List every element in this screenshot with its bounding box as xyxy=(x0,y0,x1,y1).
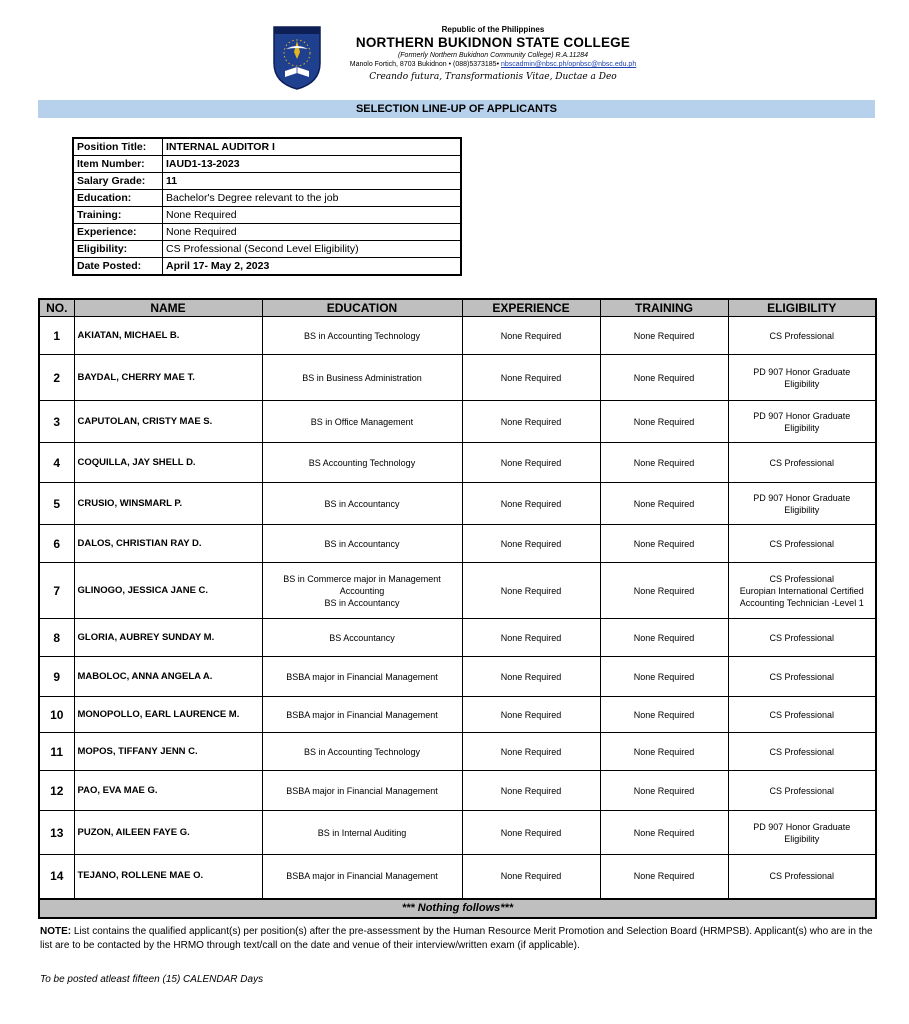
column-header: NO. xyxy=(39,299,74,317)
cell-line: BS in Accountancy xyxy=(324,597,400,608)
training-cell: None Required xyxy=(600,811,728,855)
position-info-table xyxy=(72,137,462,276)
eligibility-cell xyxy=(728,525,876,563)
eligibility-cell xyxy=(728,811,876,855)
info-label: Position Title: xyxy=(73,138,163,156)
cell-line: BS Accountancy xyxy=(329,632,395,643)
education-cell xyxy=(262,697,462,733)
experience-cell: None Required xyxy=(462,317,600,355)
cell-line: CS Professional xyxy=(769,330,835,341)
college-seal-logo xyxy=(272,25,322,91)
row-number: 7 xyxy=(39,563,74,619)
table-row xyxy=(39,657,876,697)
cell-line: BSBA major in Financial Management xyxy=(286,871,438,882)
cell-line: Accounting xyxy=(339,585,385,596)
cell-line: Eligibility xyxy=(784,833,820,844)
cell-line: CS Professional xyxy=(769,457,835,468)
row-number: 14 xyxy=(39,855,74,899)
cell-line: Eligibility xyxy=(784,504,820,515)
info-value: 11 xyxy=(163,173,462,190)
info-row xyxy=(73,224,461,241)
info-value: April 17- May 2, 2023 xyxy=(163,258,462,276)
info-value: IAUD1-13-2023 xyxy=(163,156,462,173)
education-cell xyxy=(262,443,462,483)
note-label: NOTE: xyxy=(40,926,72,937)
cell-line: BSBA major in Financial Management xyxy=(286,671,438,682)
eligibility-cell xyxy=(728,771,876,811)
nothing-follows: *** Nothing follows*** xyxy=(39,899,876,918)
cell-line: BSBA major in Financial Management xyxy=(286,709,438,720)
applicant-name: MONOPOLLO, EARL LAURENCE M. xyxy=(74,697,262,733)
row-number: 1 xyxy=(39,317,74,355)
info-row xyxy=(73,156,461,173)
training-cell: None Required xyxy=(600,443,728,483)
column-header: EXPERIENCE xyxy=(462,299,600,317)
experience-cell: None Required xyxy=(462,563,600,619)
cell-line: BSBA major in Financial Management xyxy=(286,785,438,796)
info-row xyxy=(73,138,461,156)
table-row xyxy=(39,483,876,525)
cell-line: BS Accounting Technology xyxy=(308,457,416,468)
eligibility-cell xyxy=(728,855,876,899)
experience-cell: None Required xyxy=(462,619,600,657)
training-cell: None Required xyxy=(600,771,728,811)
eligibility-cell xyxy=(728,355,876,401)
training-cell: None Required xyxy=(600,733,728,771)
table-row xyxy=(39,317,876,355)
college-motto: Creando futura, Transformationis Vitae, Ductae a Deo xyxy=(369,72,617,82)
row-number: 4 xyxy=(39,443,74,483)
cell-line: BS in Business Administration xyxy=(302,372,422,383)
experience-cell: None Required xyxy=(462,855,600,899)
training-cell: None Required xyxy=(600,697,728,733)
info-row xyxy=(73,190,461,207)
info-row xyxy=(73,241,461,258)
eligibility-cell xyxy=(728,563,876,619)
table-header-row xyxy=(39,299,876,317)
cell-line: PD 907 Honor Graduate xyxy=(753,410,851,421)
cell-line: BS in Accounting Technology xyxy=(304,330,420,341)
cell-line: Europian International Certified xyxy=(739,585,864,596)
education-cell xyxy=(262,563,462,619)
cell-line: PD 907 Honor Graduate xyxy=(753,821,851,832)
column-header: TRAINING xyxy=(600,299,728,317)
education-cell xyxy=(262,525,462,563)
experience-cell: None Required xyxy=(462,443,600,483)
experience-cell: None Required xyxy=(462,811,600,855)
table-row xyxy=(39,733,876,771)
email-link[interactable]: nbscadmin@nbsc.ph/opnbsc@nbsc.edu.ph xyxy=(500,61,637,68)
cell-line: BS in Commerce major in Management xyxy=(283,573,441,584)
formerly-line: (Formerly Northern Bukidnon Community College) R.A.11284 xyxy=(397,52,589,59)
info-row xyxy=(73,207,461,224)
applicant-name: PAO, EVA MAE G. xyxy=(74,771,262,811)
applicant-name: MABOLOC, ANNA ANGELA A. xyxy=(74,657,262,697)
row-number: 12 xyxy=(39,771,74,811)
info-label: Salary Grade: xyxy=(73,173,163,190)
cell-line: CS Professional xyxy=(769,746,835,757)
column-header: NAME xyxy=(74,299,262,317)
info-value: Bachelor's Degree relevant to the job xyxy=(163,190,462,207)
education-cell xyxy=(262,657,462,697)
table-row xyxy=(39,355,876,401)
cell-line: CS Professional xyxy=(769,573,835,584)
training-cell: None Required xyxy=(600,855,728,899)
eligibility-cell xyxy=(728,317,876,355)
training-cell: None Required xyxy=(600,657,728,697)
education-cell xyxy=(262,355,462,401)
eligibility-cell xyxy=(728,401,876,443)
cell-line: CS Professional xyxy=(769,671,835,682)
applicants-table xyxy=(38,298,877,919)
republic-label: Republic of the Philippines xyxy=(441,25,545,34)
cell-line: PD 907 Honor Graduate xyxy=(753,366,851,377)
page-title: SELECTION LINE-UP OF APPLICANTS xyxy=(38,100,875,118)
eligibility-cell xyxy=(728,443,876,483)
info-value: None Required xyxy=(163,207,462,224)
training-cell: None Required xyxy=(600,563,728,619)
row-number: 8 xyxy=(39,619,74,657)
education-cell xyxy=(262,855,462,899)
eligibility-cell xyxy=(728,619,876,657)
table-row xyxy=(39,855,876,899)
education-cell xyxy=(262,317,462,355)
table-row xyxy=(39,619,876,657)
info-row xyxy=(73,173,461,190)
info-label: Training: xyxy=(73,207,163,224)
applicant-name: MOPOS, TIFFANY JENN C. xyxy=(74,733,262,771)
training-cell: None Required xyxy=(600,355,728,401)
applicant-name: TEJANO, ROLLENE MAE O. xyxy=(74,855,262,899)
applicant-name: AKIATAN, MICHAEL B. xyxy=(74,317,262,355)
row-number: 2 xyxy=(39,355,74,401)
applicant-name: CRUSIO, WINSMARL P. xyxy=(74,483,262,525)
row-number: 9 xyxy=(39,657,74,697)
education-cell xyxy=(262,483,462,525)
applicant-name: BAYDAL, CHERRY MAE T. xyxy=(74,355,262,401)
info-label: Experience: xyxy=(73,224,163,241)
row-number: 3 xyxy=(39,401,74,443)
cell-line: PD 907 Honor Graduate xyxy=(753,492,851,503)
posting-note: To be posted atleast fifteen (15) CALENDAR Days xyxy=(40,974,264,985)
info-label: Date Posted: xyxy=(73,258,163,276)
table-row xyxy=(39,811,876,855)
eligibility-cell xyxy=(728,657,876,697)
table-row xyxy=(39,563,876,619)
training-cell: None Required xyxy=(600,619,728,657)
experience-cell: None Required xyxy=(462,697,600,733)
cell-line: CS Professional xyxy=(769,538,835,549)
cell-line: BS in Office Management xyxy=(310,416,414,427)
info-value: INTERNAL AUDITOR I xyxy=(163,138,462,156)
row-number: 5 xyxy=(39,483,74,525)
experience-cell: None Required xyxy=(462,733,600,771)
note-paragraph xyxy=(40,925,875,953)
column-header: EDUCATION xyxy=(262,299,462,317)
education-cell xyxy=(262,401,462,443)
experience-cell: None Required xyxy=(462,525,600,563)
applicant-name: COQUILLA, JAY SHELL D. xyxy=(74,443,262,483)
row-number: 11 xyxy=(39,733,74,771)
table-row xyxy=(39,697,876,733)
education-cell xyxy=(262,733,462,771)
training-cell: None Required xyxy=(600,483,728,525)
address-line xyxy=(328,60,658,69)
row-number: 13 xyxy=(39,811,74,855)
experience-cell: None Required xyxy=(462,483,600,525)
row-number: 10 xyxy=(39,697,74,733)
eligibility-cell xyxy=(728,733,876,771)
education-cell xyxy=(262,619,462,657)
applicant-name: CAPUTOLAN, CRISTY MAE S. xyxy=(74,401,262,443)
experience-cell: None Required xyxy=(462,657,600,697)
column-header: ELIGIBILITY xyxy=(728,299,876,317)
cell-line: BS in Internal Auditing xyxy=(317,827,407,838)
cell-line: CS Professional xyxy=(769,632,835,643)
table-footer-row xyxy=(39,899,876,918)
cell-line: Accounting Technician -Level 1 xyxy=(739,597,864,608)
cell-line: BS in Accountancy xyxy=(324,538,400,549)
applicant-name: GLINOGO, JESSICA JANE C. xyxy=(74,563,262,619)
applicant-name: GLORIA, AUBREY SUNDAY M. xyxy=(74,619,262,657)
eligibility-cell xyxy=(728,697,876,733)
cell-line: BS in Accountancy xyxy=(324,498,400,509)
education-cell xyxy=(262,811,462,855)
cell-line: CS Professional xyxy=(769,709,835,720)
experience-cell: None Required xyxy=(462,771,600,811)
info-label: Education: xyxy=(73,190,163,207)
info-value: None Required xyxy=(163,224,462,241)
cell-line: CS Professional xyxy=(769,871,835,882)
experience-cell: None Required xyxy=(462,355,600,401)
row-number: 6 xyxy=(39,525,74,563)
cell-line: CS Professional xyxy=(769,785,835,796)
table-row xyxy=(39,401,876,443)
table-row xyxy=(39,443,876,483)
note-text: List contains the qualified applicant(s) per position(s) after the pre-assessment by the Human Resource Merit Promotion and Selection Board (HRMPSB). Applicant(s) who are in the list are to be contacted by the HRMO through text/call on the date and venue of their interview/written exam (if applicable). xyxy=(40,926,873,951)
info-value: CS Professional (Second Level Eligibility) xyxy=(163,241,462,258)
applicant-name: PUZON, AILEEN FAYE G. xyxy=(74,811,262,855)
table-row xyxy=(39,771,876,811)
training-cell: None Required xyxy=(600,401,728,443)
education-cell xyxy=(262,771,462,811)
eligibility-cell xyxy=(728,483,876,525)
info-label: Item Number: xyxy=(73,156,163,173)
info-label: Eligibility: xyxy=(73,241,163,258)
college-name: NORTHERN BUKIDNON STATE COLLEGE xyxy=(355,35,631,50)
cell-line: BS in Accounting Technology xyxy=(304,746,420,757)
experience-cell: None Required xyxy=(462,401,600,443)
letterhead xyxy=(328,25,658,84)
cell-line: Eligibility xyxy=(784,378,820,389)
training-cell: None Required xyxy=(600,317,728,355)
cell-line: Eligibility xyxy=(784,422,820,433)
table-row xyxy=(39,525,876,563)
address-text: Manolo Fortich, 8703 Bukidnon • (088)5373185• xyxy=(349,61,500,68)
applicant-name: DALOS, CHRISTIAN RAY D. xyxy=(74,525,262,563)
training-cell: None Required xyxy=(600,525,728,563)
info-row xyxy=(73,258,461,276)
